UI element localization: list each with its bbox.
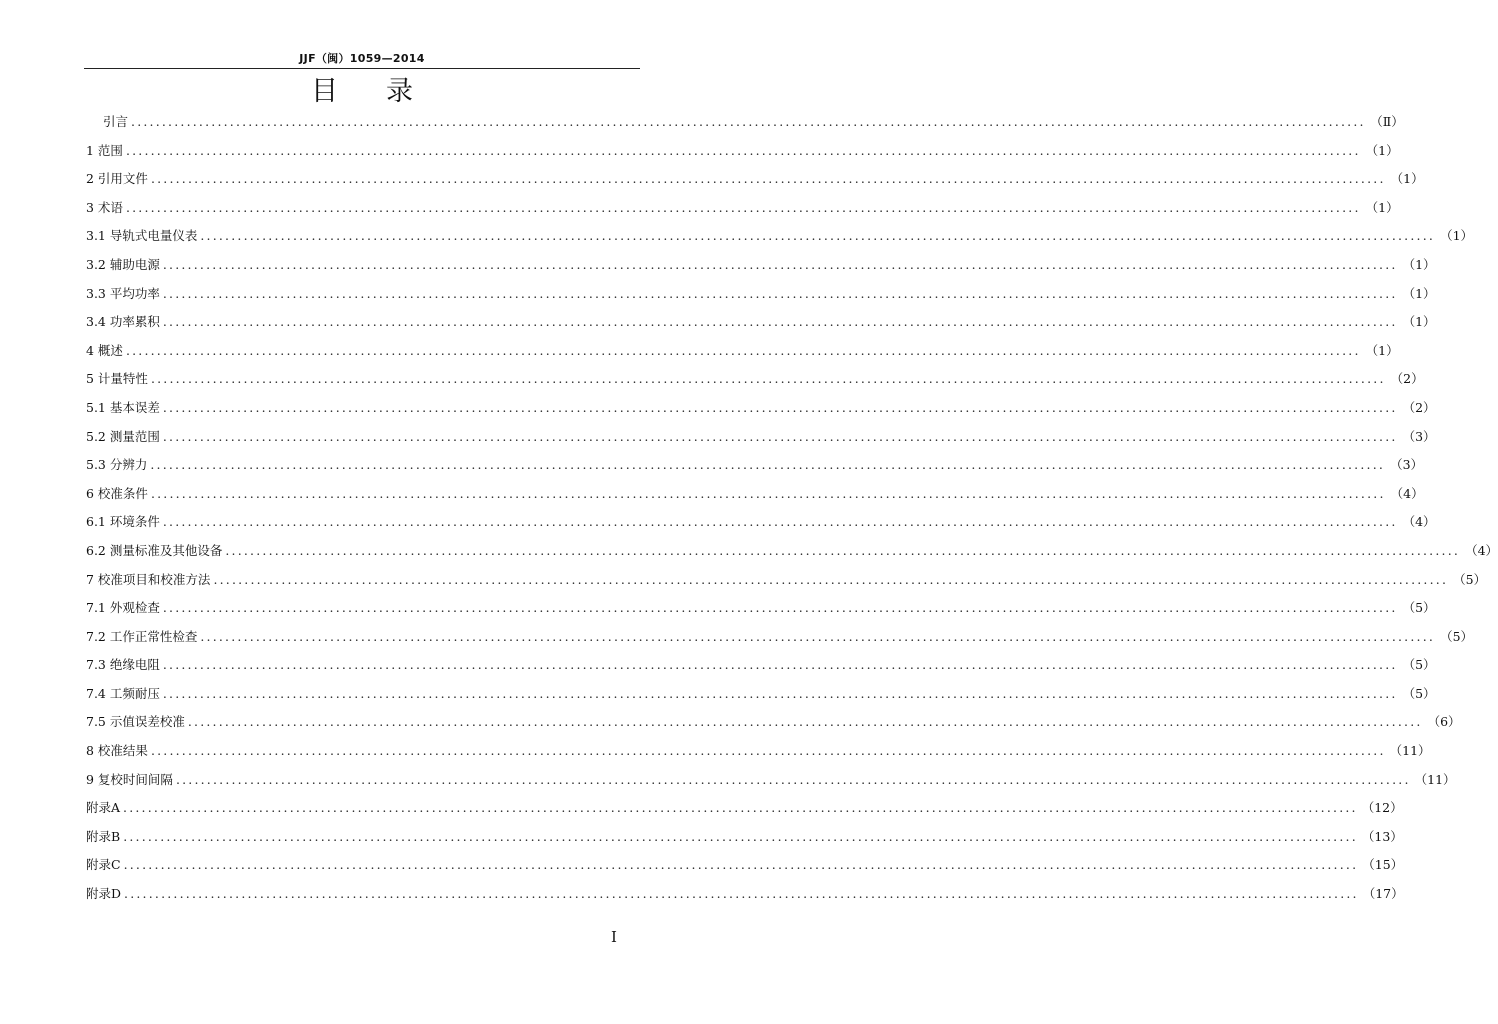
toc-entry-page: （11）	[1389, 743, 1431, 759]
toc-entry-label: 6.1 环境条件	[86, 514, 160, 530]
toc-entry	[86, 308, 1436, 337]
header-rule	[84, 68, 640, 69]
toc-entry-page: （13）	[1361, 828, 1403, 844]
toc-dot-leader: ........................................................................................................................................................................................................	[123, 857, 1359, 873]
running-header: JJF（闽）1059—2014	[299, 52, 425, 65]
toc-entry	[86, 337, 1399, 366]
toc-entry	[86, 165, 1424, 194]
toc-entry-label: 6 校准条件	[86, 485, 148, 501]
toc-entry	[86, 251, 1436, 280]
toc-entry-page: （4）	[1390, 485, 1424, 501]
toc-entry-page: （3）	[1390, 457, 1424, 473]
toc-dot-leader: ........................................................................................................................................................................................................	[123, 828, 1358, 844]
toc-entry-page: （15）	[1362, 857, 1404, 873]
toc-entry-label: 2 引用文件	[86, 171, 148, 187]
toc-dot-leader: ........................................................................................................................................................................................................	[162, 657, 1398, 673]
toc-dot-leader: ........................................................................................................................................................................................................	[187, 714, 1423, 730]
toc-entry-label: 7 校准项目和校准方法	[86, 571, 211, 587]
toc-entry-label: 3.1 导轨式电量仪表	[86, 228, 198, 244]
toc-entry	[86, 680, 1436, 709]
toc-entry	[86, 480, 1424, 509]
toc-entry-page: （Ⅱ）	[1370, 114, 1404, 129]
toc-entry-label: 5.1 基本误差	[86, 399, 160, 415]
toc-dot-leader: ........................................................................................................................................................................................................	[162, 256, 1398, 272]
toc-entry	[86, 108, 1404, 137]
toc-dot-leader: ........................................................................................................................................................................................................	[150, 743, 1386, 759]
toc-dot-leader: ........................................................................................................................................................................................................	[200, 228, 1436, 244]
toc-entry-page: （1）	[1365, 199, 1399, 215]
toc-entry-label: 附录D	[86, 886, 122, 902]
toc-entry-page: （5）	[1402, 600, 1436, 616]
toc-entry	[86, 594, 1436, 623]
page-title: 目录	[311, 76, 461, 107]
toc-entry	[86, 880, 1404, 909]
toc-dot-leader: ........................................................................................................................................................................................................	[124, 886, 1359, 902]
toc-dot-leader: ........................................................................................................................................................................................................	[225, 542, 1461, 558]
toc-entry-label: 附录A	[86, 800, 121, 816]
toc-entry-label: 8 校准结果	[86, 743, 148, 759]
toc-dot-leader: ........................................................................................................................................................................................................	[162, 685, 1398, 701]
toc-entry-label: 6.2 测量标准及其他设备	[86, 542, 223, 558]
toc-entry-label: 5.2 测量范围	[86, 428, 160, 444]
toc-entry-page: （1）	[1402, 256, 1436, 272]
toc-entry	[86, 508, 1436, 537]
toc-dot-leader: ........................................................................................................................................................................................................	[125, 199, 1361, 215]
toc-entry-page: （5）	[1402, 657, 1436, 673]
toc-entry-page: （1）	[1402, 314, 1436, 330]
toc-entry-page: （4）	[1402, 514, 1436, 530]
toc-entry-label: 3.2 辅助电源	[86, 256, 160, 272]
toc-entry	[86, 737, 1431, 766]
toc-dot-leader: ........................................................................................................................................................................................................	[175, 771, 1411, 787]
toc-dot-leader: ........................................................................................................................................................................................................	[162, 600, 1398, 616]
toc-dot-leader: ........................................................................................................................................................................................................	[131, 114, 1366, 129]
toc-entry-page: （5）	[1453, 571, 1487, 587]
toc-entry	[86, 823, 1403, 852]
toc-entry-label: 3 术语	[86, 199, 123, 215]
toc-entry	[86, 394, 1436, 423]
toc-entry	[86, 623, 1474, 652]
toc-entry-label: 5.3 分辨力	[86, 457, 148, 473]
page-number: I	[611, 928, 617, 946]
toc-entry-page: （17）	[1362, 886, 1404, 902]
toc-dot-leader: ........................................................................................................................................................................................................	[162, 514, 1398, 530]
toc-dot-leader: ........................................................................................................................................................................................................	[150, 485, 1386, 501]
toc-dot-leader: ........................................................................................................................................................................................................	[125, 342, 1361, 358]
toc-entry-page: （3）	[1402, 428, 1436, 444]
toc-entry	[86, 651, 1436, 680]
toc-entry	[86, 851, 1404, 880]
toc-entry-label: 4 概述	[86, 342, 123, 358]
toc-entry-label: 3.3 平均功率	[86, 285, 160, 301]
toc-entry-page: （11）	[1414, 771, 1456, 787]
toc-entry-page: （12）	[1361, 800, 1403, 816]
toc-entry-page: （1）	[1365, 342, 1399, 358]
toc-entry-label: 7.1 外观检查	[86, 600, 160, 616]
toc-entry-label: 3.4 功率累积	[86, 314, 160, 330]
toc-entry-label: 附录C	[86, 857, 121, 873]
toc-entry-page: （1）	[1402, 285, 1436, 301]
toc-entry	[86, 365, 1424, 394]
toc-entry-page: （1）	[1390, 171, 1424, 187]
toc-entry-label: 7.4 工频耐压	[86, 685, 160, 701]
toc-entry-label: 9 复校时间间隔	[86, 771, 173, 787]
toc-entry	[86, 222, 1474, 251]
toc-entry-label: 7.3 绝缘电阻	[86, 657, 160, 673]
toc-entry	[86, 566, 1487, 595]
toc-dot-leader: ........................................................................................................................................................................................................	[150, 371, 1386, 387]
toc-entry-label: 引言	[103, 114, 129, 129]
toc-entry	[86, 537, 1498, 566]
toc-entry	[86, 451, 1424, 480]
toc-dot-leader: ........................................................................................................................................................................................................	[213, 571, 1449, 587]
toc-entry-page: （6）	[1427, 714, 1461, 730]
toc-dot-leader: ........................................................................................................................................................................................................	[162, 428, 1398, 444]
toc-entry-page: （5）	[1402, 685, 1436, 701]
toc-dot-leader: ........................................................................................................................................................................................................	[162, 285, 1398, 301]
toc-entry	[86, 766, 1456, 795]
table-of-contents	[86, 108, 1498, 909]
toc-dot-leader: ........................................................................................................................................................................................................	[125, 142, 1361, 158]
toc-entry-label: 1 范围	[86, 142, 123, 158]
toc-entry-label: 7.5 示值误差校准	[86, 714, 185, 730]
toc-entry-page: （1）	[1440, 228, 1474, 244]
toc-dot-leader: ........................................................................................................................................................................................................	[123, 800, 1358, 816]
toc-entry-label: 5 计量特性	[86, 371, 148, 387]
toc-entry-label: 7.2 工作正常性检查	[86, 628, 198, 644]
toc-entry	[86, 137, 1399, 166]
toc-entry-page: （4）	[1465, 542, 1498, 558]
toc-dot-leader: ........................................................................................................................................................................................................	[150, 457, 1386, 473]
toc-entry-page: （5）	[1440, 628, 1474, 644]
toc-dot-leader: ........................................................................................................................................................................................................	[162, 314, 1398, 330]
toc-entry-page: （2）	[1402, 399, 1436, 415]
toc-entry	[86, 794, 1403, 823]
toc-dot-leader: ........................................................................................................................................................................................................	[162, 399, 1398, 415]
toc-entry	[86, 423, 1436, 452]
toc-entry	[86, 194, 1399, 223]
toc-entry	[86, 708, 1461, 737]
toc-dot-leader: ........................................................................................................................................................................................................	[200, 628, 1436, 644]
toc-entry-page: （1）	[1365, 142, 1399, 158]
toc-entry-label: 附录B	[86, 828, 121, 844]
toc-entry	[86, 280, 1436, 309]
toc-entry-page: （2）	[1390, 371, 1424, 387]
toc-dot-leader: ........................................................................................................................................................................................................	[150, 171, 1386, 187]
